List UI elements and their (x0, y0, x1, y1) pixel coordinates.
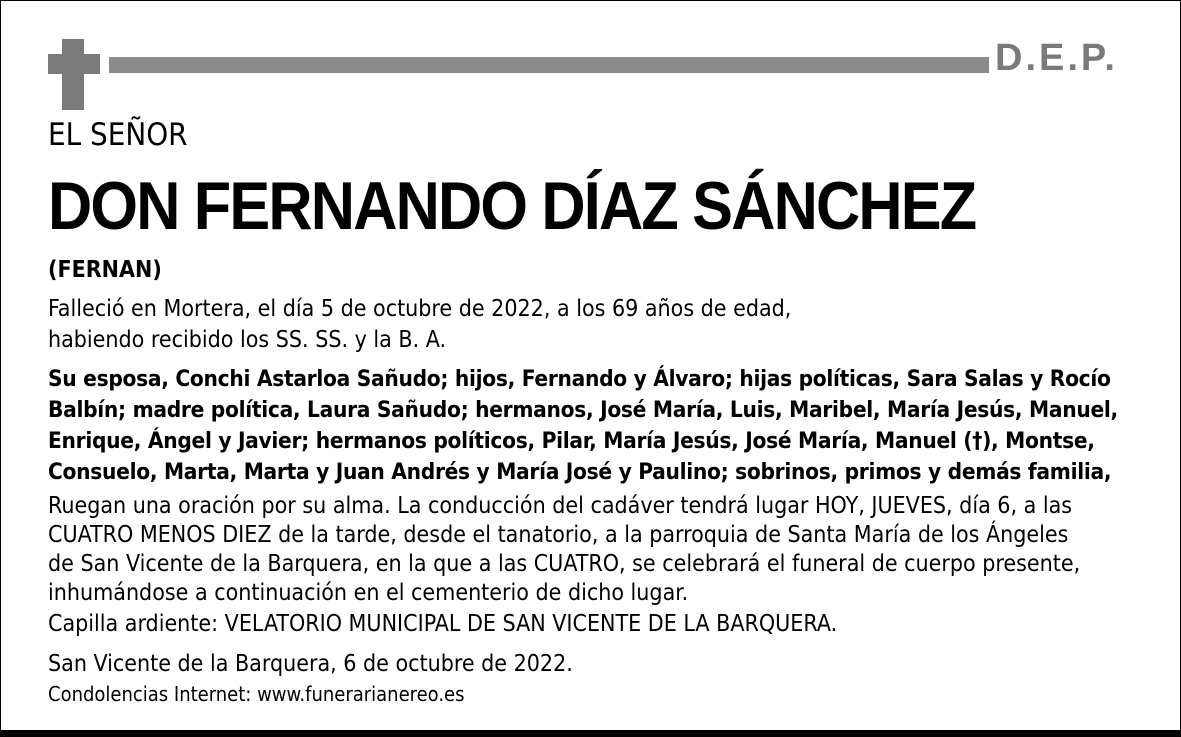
service-line: CUATRO MENOS DIEZ de la tarde, desde el tanatorio, a la parroquia de Santa María de los Ángeles (48, 522, 1069, 548)
title-label: EL SEÑOR (48, 117, 188, 153)
deceased-name: DON FERNANDO DÍAZ SÁNCHEZ (48, 168, 976, 244)
family-line: Balbín; madre política, Laura Sañudo; hermanos, José María, Luis, Maribel, María Jesús, Manuel, (48, 397, 1118, 423)
place-date: San Vicente de la Barquera, 6 de octubre de 2022. (48, 651, 573, 677)
family-line: Consuelo, Marta, Marta y Juan Andrés y María José y Paulino; sobrinos, primos y demás familia, (48, 459, 1112, 485)
service-line: Capilla ardiente: VELATORIO MUNICIPAL DE SAN VICENTE DE LA BARQUERA. (48, 611, 838, 637)
condolences-link[interactable]: Condolencias Internet: www.funerarianereo.es (48, 682, 465, 706)
family-line: Enrique, Ángel y Javier; hermanos políticos, Pilar, María Jesús, José María, Manuel (†), Montse, (48, 428, 1095, 454)
service-line: de San Vicente de la Barquera, en la que a las CUATRO, se celebrará el funeral de cuerpo presente, (48, 551, 1081, 577)
service-line: inhumándose a continuación en el cementerio de dicho lugar. (48, 580, 689, 606)
dep-label: D.E.P. (995, 37, 1118, 79)
service-line: Ruegan una oración por su alma. La conducción del cadáver tendrá lugar HOY, JUEVES, día 6, a las (48, 493, 1073, 519)
death-notice-line: habiendo recibido los SS. SS. y la B. A. (48, 327, 447, 353)
bottom-bar (1, 730, 1180, 737)
nickname: (FERNAN) (48, 257, 162, 283)
header-rule (109, 57, 989, 73)
death-notice-line: Falleció en Mortera, el día 5 de octubre de 2022, a los 69 años de edad, (48, 296, 792, 322)
family-line: Su esposa, Conchi Astarloa Sañudo; hijos, Fernando y Álvaro; hijas políticas, Sara Salas y Rocío (48, 366, 1111, 392)
